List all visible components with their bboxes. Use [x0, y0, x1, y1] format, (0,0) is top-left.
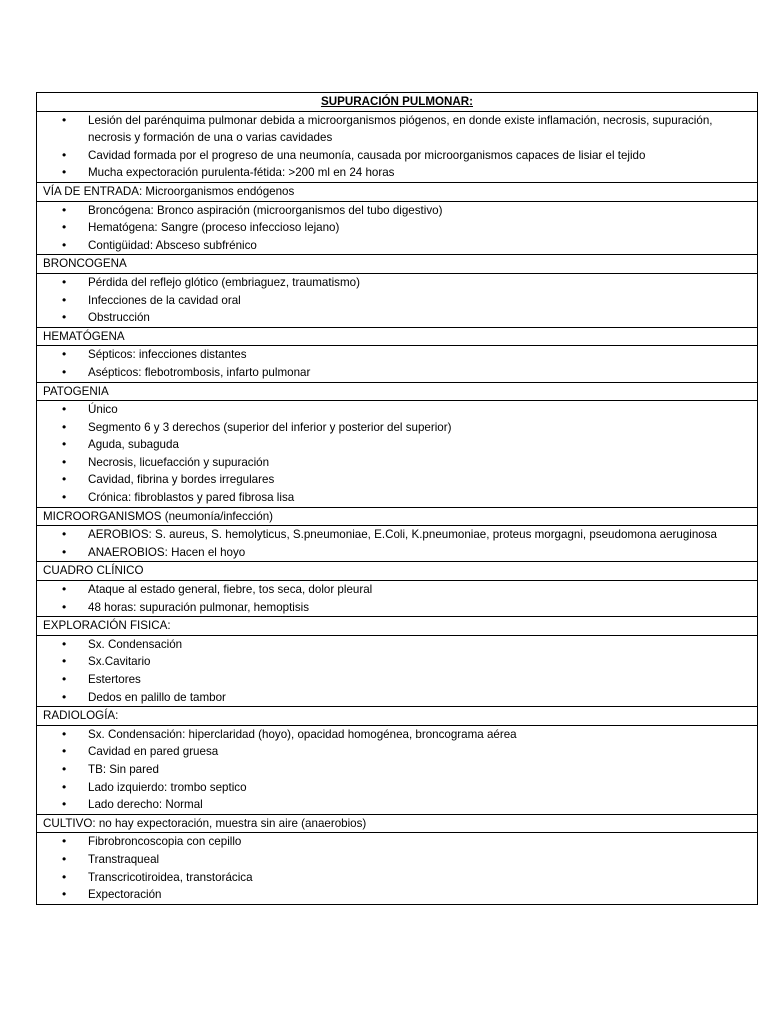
section-heading: EXPLORACIÓN FISICA:	[37, 617, 758, 636]
bullet-item: • Asépticos: flebotrombosis, infarto pulmonar	[43, 364, 751, 382]
bullet-item: • Único	[43, 401, 751, 419]
document-title: SUPURACIÓN PULMONAR:	[37, 93, 758, 112]
section-4-heading-row	[37, 507, 758, 526]
bullet-item: • Cavidad en pared gruesa	[43, 743, 751, 761]
section-items-cell	[37, 346, 758, 382]
bullet-item: • Segmento 6 y 3 derechos (superior del inferior y posterior del superior)	[43, 419, 751, 437]
bullet-item: • 48 horas: supuración pulmonar, hemoptisis	[43, 599, 751, 617]
bullet-list	[43, 833, 751, 903]
intro-cell	[37, 111, 758, 182]
section-7-items-row	[37, 725, 758, 814]
bullet-item: • ANAEROBIOS: Hacen el hoyo	[43, 544, 751, 562]
bullet-item: • Aguda, subaguda	[43, 436, 751, 454]
intro-item: • Cavidad formada por el progreso de una neumonía, causada por microorganismos capaces de lisiar el tejido	[43, 147, 751, 165]
section-heading: RADIOLOGÍA:	[37, 707, 758, 726]
section-0-heading-row	[37, 182, 758, 201]
title-row	[37, 93, 758, 112]
bullet-list	[43, 401, 751, 507]
bullet-item: • Hematógena: Sangre (proceso infeccioso lejano)	[43, 219, 751, 237]
bullet-item: • Ataque al estado general, fiebre, tos seca, dolor pleural	[43, 581, 751, 599]
bullet-list	[43, 274, 751, 327]
bullet-item: • Sx.Cavitario	[43, 653, 751, 671]
bullet-item: • Transcricotiroidea, transtorácica	[43, 869, 751, 887]
bullet-item: • Cavidad, fibrina y bordes irregulares	[43, 471, 751, 489]
section-items-cell	[37, 201, 758, 255]
section-0-items-row	[37, 201, 758, 255]
section-4-items-row	[37, 526, 758, 562]
bullet-item: • Obstrucción	[43, 309, 751, 327]
bullet-item: • AEROBIOS: S. aureus, S. hemolyticus, S.pneumoniae, E.Coli, K.pneumoniae, proteus morgagni, pseudomona aeruginosa	[43, 526, 751, 544]
bullet-item: • Expectoración	[43, 886, 751, 904]
bullet-item: • Necrosis, licuefacción y supuración	[43, 454, 751, 472]
section-6-items-row	[37, 635, 758, 706]
bullet-list	[43, 346, 751, 381]
bullet-item: • Broncógena: Bronco aspiración (microorganismos del tubo digestivo)	[43, 202, 751, 220]
section-3-items-row	[37, 401, 758, 508]
section-heading: MICROORGANISMOS (neumonía/infección)	[37, 507, 758, 526]
bullet-item: • Infecciones de la cavidad oral	[43, 292, 751, 310]
section-heading: CUADRO CLÍNICO	[37, 562, 758, 581]
bullet-list	[43, 526, 751, 561]
bullet-list	[43, 581, 751, 616]
bullet-item: • Sx. Condensación: hiperclaridad (hoyo), opacidad homogénea, broncograma aérea	[43, 726, 751, 744]
section-3-heading-row	[37, 382, 758, 401]
section-8-heading-row	[37, 814, 758, 833]
section-7-heading-row	[37, 707, 758, 726]
intro-item: • Lesión del parénquima pulmonar debida a microorganismos piógenos, en donde existe inflamación, necrosis, supuración, necrosis y formación de una o varias cavidades	[43, 112, 751, 147]
intro-item: • Mucha expectoración purulenta-fétida: >200 ml en 24 horas	[43, 164, 751, 182]
section-1-items-row	[37, 273, 758, 327]
bullet-item: • Pérdida del reflejo glótico (embriaguez, traumatismo)	[43, 274, 751, 292]
bullet-item: • Lado derecho: Normal	[43, 796, 751, 814]
bullet-item: • Sépticos: infecciones distantes	[43, 346, 751, 364]
section-heading: BRONCOGENA	[37, 255, 758, 274]
bullet-item: • Transtraqueal	[43, 851, 751, 869]
section-5-heading-row	[37, 562, 758, 581]
section-heading: PATOGENIA	[37, 382, 758, 401]
bullet-list	[43, 636, 751, 706]
section-heading: VÍA DE ENTRADA: Microorganismos endógenos	[37, 182, 758, 201]
section-6-heading-row	[37, 617, 758, 636]
section-items-cell	[37, 833, 758, 904]
section-2-items-row	[37, 346, 758, 382]
bullet-item: • TB: Sin pared	[43, 761, 751, 779]
section-items-cell	[37, 401, 758, 508]
section-items-cell	[37, 581, 758, 617]
bullet-item: • Sx. Condensación	[43, 636, 751, 654]
section-heading: HEMATÓGENA	[37, 327, 758, 346]
bullet-list	[43, 726, 751, 814]
bullet-item: • Contigüidad: Absceso subfrénico	[43, 237, 751, 255]
intro-row	[37, 111, 758, 182]
bullet-item: • Lado izquierdo: trombo septico	[43, 779, 751, 797]
section-items-cell	[37, 725, 758, 814]
notes-table-body	[37, 93, 758, 905]
section-1-heading-row	[37, 255, 758, 274]
bullet-item: • Crónica: fibroblastos y pared fibrosa lisa	[43, 489, 751, 507]
bullet-item: • Estertores	[43, 671, 751, 689]
section-8-items-row	[37, 833, 758, 904]
bullet-list	[43, 202, 751, 255]
section-items-cell	[37, 526, 758, 562]
section-items-cell	[37, 635, 758, 706]
section-2-heading-row	[37, 327, 758, 346]
section-heading: CULTIVO: no hay expectoración, muestra sin aire (anaerobios)	[37, 814, 758, 833]
section-items-cell	[37, 273, 758, 327]
section-5-items-row	[37, 581, 758, 617]
bullet-item: • Fibrobroncoscopia con cepillo	[43, 833, 751, 851]
notes-table	[36, 92, 758, 905]
intro-list	[43, 112, 751, 182]
bullet-item: • Dedos en palillo de tambor	[43, 689, 751, 707]
